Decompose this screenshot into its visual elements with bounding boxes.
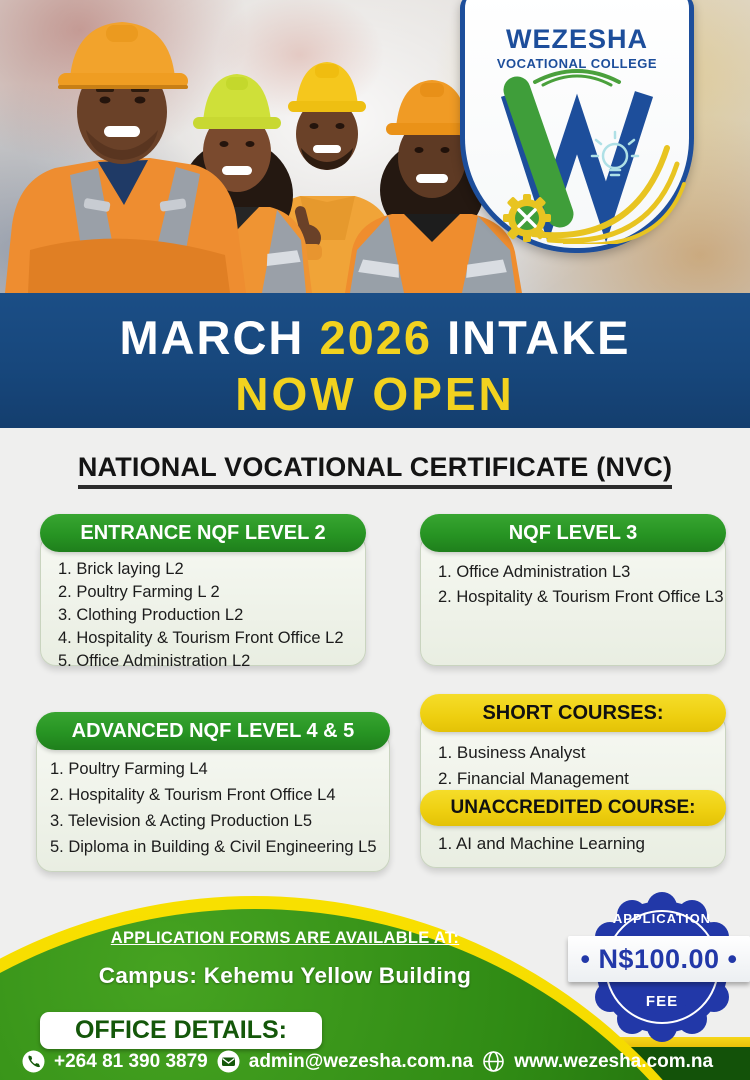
- course-item: 1. AI and Machine Learning: [438, 834, 645, 853]
- course-list-advanced: [50, 756, 386, 860]
- office-details-label: OFFICE DETAILS:: [40, 1012, 322, 1049]
- course-item: 3. Clothing Production L2: [58, 606, 244, 624]
- fee-amount: • N$100.00 •: [568, 936, 750, 982]
- course-item: 2. Hospitality & Tourism Front Office L4: [50, 786, 336, 804]
- mail-icon: [217, 1050, 240, 1073]
- course-item: 1. Brick laying L2: [58, 560, 184, 578]
- intake-banner: [0, 293, 750, 428]
- application-fee-badge: [572, 886, 750, 1050]
- campus-text: Campus: Kehemu Yellow Building: [98, 963, 472, 988]
- course-list-entrance: [58, 558, 362, 673]
- course-item: 2. Financial Management: [438, 769, 629, 788]
- card-title-unaccredited: UNACCREDITED COURSE:: [420, 790, 726, 826]
- fee-badge-application-label: APPLICATION: [612, 911, 712, 926]
- card-entrance-nqf2: [40, 514, 366, 670]
- hero-photo: [0, 0, 750, 293]
- course-list-short: [438, 740, 722, 792]
- card-short-courses: [420, 694, 726, 868]
- course-item: 1. Office Administration L3: [438, 563, 631, 581]
- globe-icon: [482, 1050, 505, 1073]
- card-nqf3: [420, 514, 726, 666]
- course-item: 4. Hospitality & Tourism Front Office L2: [58, 629, 344, 647]
- intake-word: INTAKE: [447, 311, 631, 364]
- card-title-short-courses: SHORT COURSES:: [420, 694, 726, 732]
- website-url: www.wezesha.com.na: [514, 1050, 714, 1072]
- nvc-heading: NATIONAL VOCATIONAL CERTIFICATE (NVC): [0, 452, 750, 483]
- course-list-unaccredited: [438, 832, 722, 856]
- card-advanced-nqf45: [36, 712, 390, 872]
- phone-icon: [22, 1050, 45, 1073]
- card-title-advanced: ADVANCED NQF LEVEL 4 & 5: [36, 712, 390, 750]
- card-title-level3: NQF LEVEL 3: [420, 514, 726, 552]
- course-list-level3: [438, 560, 722, 610]
- gear-icon: [503, 194, 551, 242]
- fee-badge-fee-label: FEE: [645, 993, 679, 1010]
- course-item: 1. Poultry Farming L4: [50, 760, 208, 778]
- contact-row: [22, 1050, 748, 1073]
- logo-title: WEZESHA: [506, 24, 648, 54]
- phone-number: +264 81 390 3879: [54, 1050, 208, 1072]
- course-item: 2. Hospitality & Tourism Front Office L3: [438, 588, 724, 606]
- intake-line1: [0, 310, 750, 365]
- intake-month: MARCH: [119, 311, 305, 364]
- course-item: 3. Television & Acting Production L5: [50, 812, 313, 830]
- email-address: admin@wezesha.com.na: [248, 1050, 474, 1072]
- course-item: 5. Diploma in Building & Civil Engineering L5: [50, 838, 377, 856]
- now-open-text: NOW OPEN: [235, 368, 515, 420]
- college-logo: [460, 0, 694, 253]
- course-item: 2. Poultry Farming L 2: [58, 583, 220, 601]
- logo-w-mark: [465, 56, 689, 244]
- logo-subtitle: VOCATIONAL COLLEGE: [496, 56, 658, 71]
- course-item: 1. Business Analyst: [438, 743, 586, 762]
- card-title-entrance: ENTRANCE NQF LEVEL 2: [40, 514, 366, 552]
- forms-available-label: APPLICATION FORMS ARE AVAILABLE AT:: [110, 929, 460, 947]
- intake-year: 2026: [319, 311, 432, 364]
- course-item: 5. Office Administration L2: [58, 652, 251, 670]
